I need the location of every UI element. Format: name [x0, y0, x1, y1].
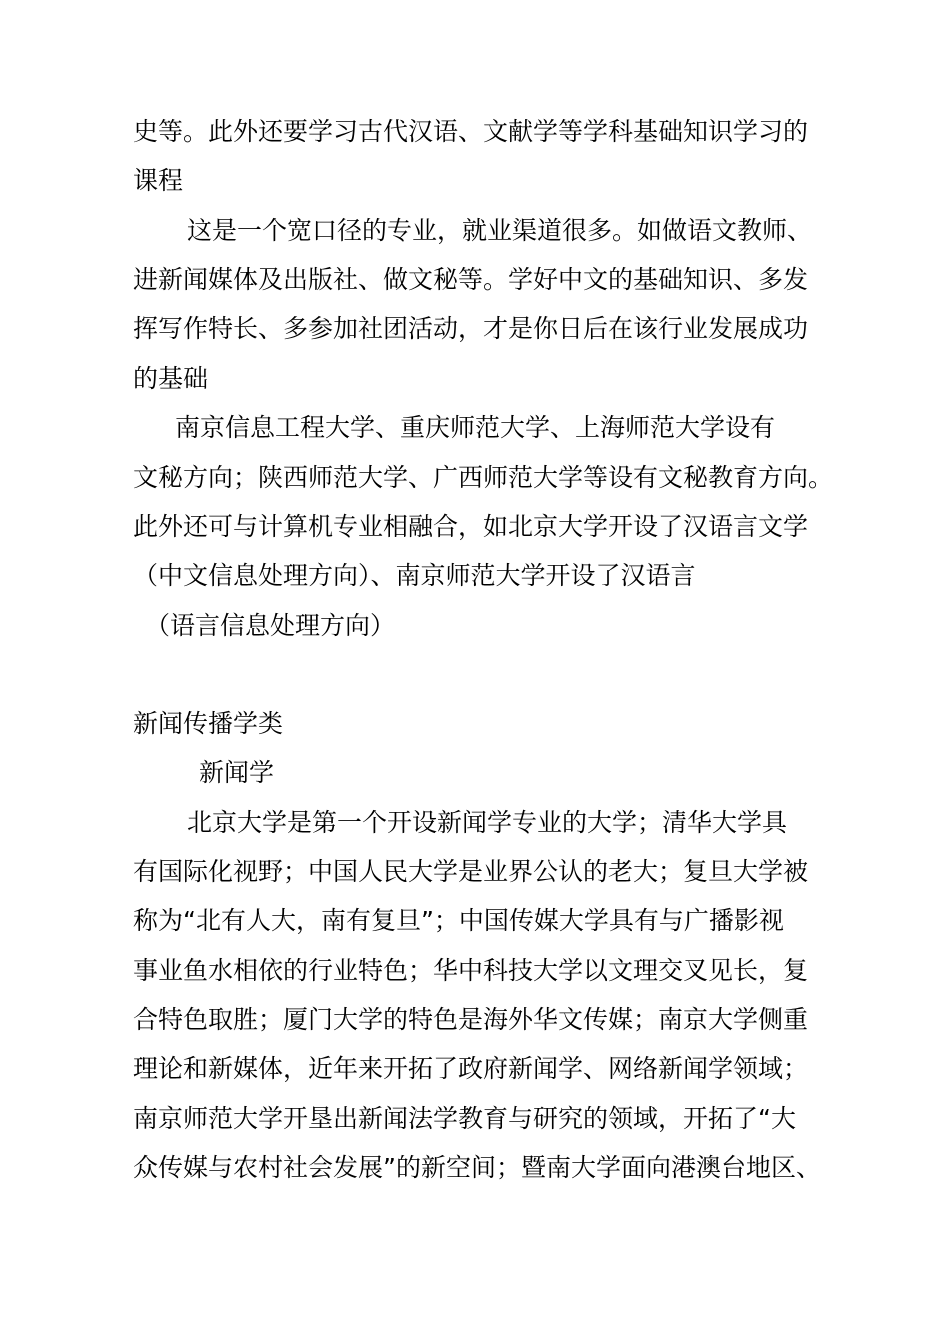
text-line-13: 有国际化视野；中国人民大学是业界公认的老大；复旦大学被: [133, 857, 809, 886]
text-line-4: 进新闻媒体及出版社、做文秘等。学好中文的基础知识、多发: [133, 265, 809, 294]
text-line-7: 南京信息工程大学、重庆师范大学、上海师范大学设有: [175, 413, 776, 442]
text-line-15: 事业鱼水相依的行业特色；华中科技大学以文理交叉见长，复: [133, 956, 809, 985]
text-line-11: （语言信息处理方向）: [145, 611, 396, 640]
subsection-heading: 新闻学: [199, 758, 275, 787]
text-line-1: 史等。此外还要学习古代汉语、文献学等学科基础知识学习的: [133, 117, 809, 146]
text-line-2: 课程: [133, 166, 184, 195]
text-line-8: 文秘方向；陕西师范大学、广西师范大学等设有文秘教育方向。: [133, 463, 834, 492]
text-line-16: 合特色取胜；厦门大学的特色是海外华文传媒；南京大学侧重: [133, 1005, 809, 1034]
text-line-14: 称为“北有人大，南有复旦”；中国传媒大学具有与广播影视: [133, 906, 784, 935]
text-line-3: 这是一个宽口径的专业，就业渠道很多。如做语文教师、: [187, 216, 813, 245]
text-line-19: 众传媒与农村社会发展”的新空间；暨南大学面向港澳台地区、: [133, 1153, 821, 1182]
text-line-9: 此外还可与计算机专业相融合，如北京大学开设了汉语言文学: [133, 512, 809, 541]
text-line-12: 北京大学是第一个开设新闻学专业的大学；清华大学具: [187, 808, 788, 837]
text-line-17: 理论和新媒体，近年来开拓了政府新闻学、网络新闻学领域；: [133, 1054, 809, 1083]
text-line-18: 南京师范大学开垦出新闻法学教育与研究的领域，开拓了“大: [133, 1104, 796, 1133]
text-line-10: （中文信息处理方向）、南京师范大学开设了汉语言: [133, 561, 696, 590]
section-heading: 新闻传播学类: [133, 709, 284, 738]
text-line-5: 挥写作特长、多参加社团活动，才是你日后在该行业发展成功: [133, 314, 809, 343]
text-line-6: 的基础: [133, 364, 209, 393]
